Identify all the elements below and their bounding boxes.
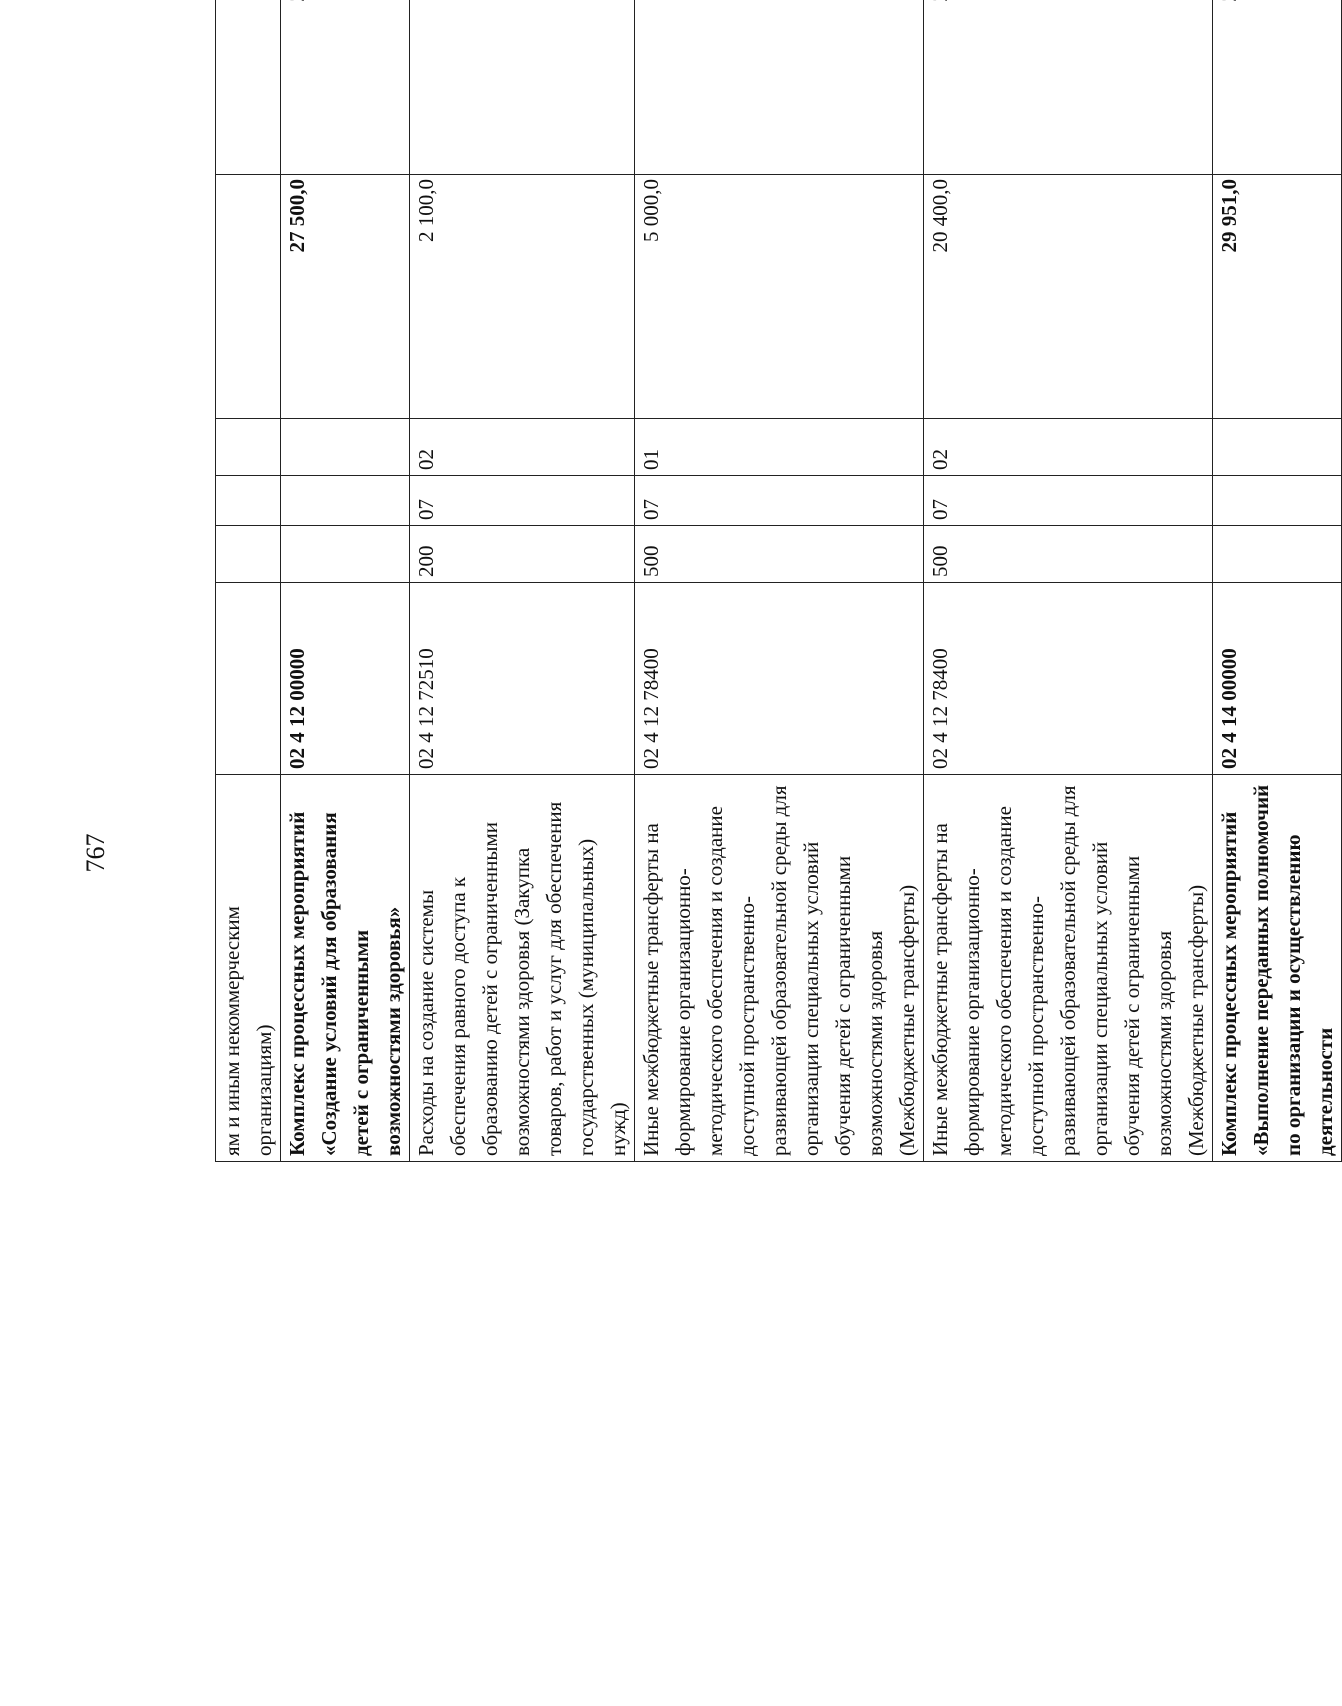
expense-type — [281, 526, 410, 583]
row-name: Иные межбюджетные трансферты на формирование организационно-методического обеспечения и создание доступной пространственно-развивающей образовательной среды для организации специальных условий обучения детей с ограниченными возможностями здоровья (Межбюджетные трансферты) — [635, 775, 924, 1162]
table-row — [924, 0, 1213, 1162]
amount-1: 29 951,0 — [1213, 175, 1342, 419]
amount-2 — [924, 0, 1213, 175]
row-name: Комплекс процессных мероприятий «Выполнение переданных полномочий по организации и осуществлению деятельности — [1213, 775, 1342, 1162]
target-code: 02 4 12 72510 — [410, 583, 635, 775]
section — [1213, 476, 1342, 526]
amount-2 — [216, 0, 281, 175]
amount-2 — [410, 0, 635, 175]
table-row — [281, 0, 410, 1162]
row-name: Расходы на создание системы обеспечения равного доступа к образованию детей с ограниченными возможностями здоровья (Закупка товаров, работ и услуг для обеспечения государственных (муниципальных) нужд) — [410, 775, 635, 1162]
expense-type — [216, 526, 281, 583]
table-row — [216, 0, 281, 1162]
subsection — [1213, 419, 1342, 476]
amount-2 — [281, 0, 410, 175]
subsection: 02 — [410, 419, 635, 476]
subsection — [281, 419, 410, 476]
expense-type: 200 — [410, 526, 635, 583]
section — [216, 476, 281, 526]
amount-1: 2 100,0 — [410, 175, 635, 419]
row-name: ям и иным некоммерческим организациям) — [216, 775, 281, 1162]
amount-2 — [635, 0, 924, 175]
target-code: 02 4 12 78400 — [635, 583, 924, 775]
table-row — [1213, 0, 1342, 1162]
row-name: Комплекс процессных мероприятий «Создание условий для образования детей с ограниченными возможностями здоровья» — [281, 775, 410, 1162]
amount-1: 27 500,0 — [281, 175, 410, 419]
subsection — [216, 419, 281, 476]
table-row — [635, 0, 924, 1162]
amount-2 — [1213, 0, 1342, 175]
amount-1: 20 400,0 — [924, 175, 1213, 419]
expense-type — [1213, 526, 1342, 583]
amount-1: 5 000,0 — [635, 175, 924, 419]
target-code: 02 4 14 00000 — [1213, 583, 1342, 775]
target-code: 02 4 12 00000 — [281, 583, 410, 775]
subsection: 01 — [635, 419, 924, 476]
budget-table-frame — [215, 0, 1337, 1162]
section: 07 — [635, 476, 924, 526]
table-row — [410, 0, 635, 1162]
amount-1 — [216, 175, 281, 419]
page-number: 767 — [81, 833, 110, 873]
subsection: 02 — [924, 419, 1213, 476]
expense-type: 500 — [635, 526, 924, 583]
section: 07 — [924, 476, 1213, 526]
expense-type: 500 — [924, 526, 1213, 583]
section: 07 — [410, 476, 635, 526]
row-name: Иные межбюджетные трансферты на формирование организационно-методического обеспечения и создание доступной пространственно-развивающей образовательной среды для организации специальных условий обучения детей с ограниченными возможностями здоровья (Межбюджетные трансферты) — [924, 775, 1213, 1162]
target-code — [216, 583, 281, 775]
target-code: 02 4 12 78400 — [924, 583, 1213, 775]
budget-table — [215, 0, 1342, 1162]
section — [281, 476, 410, 526]
